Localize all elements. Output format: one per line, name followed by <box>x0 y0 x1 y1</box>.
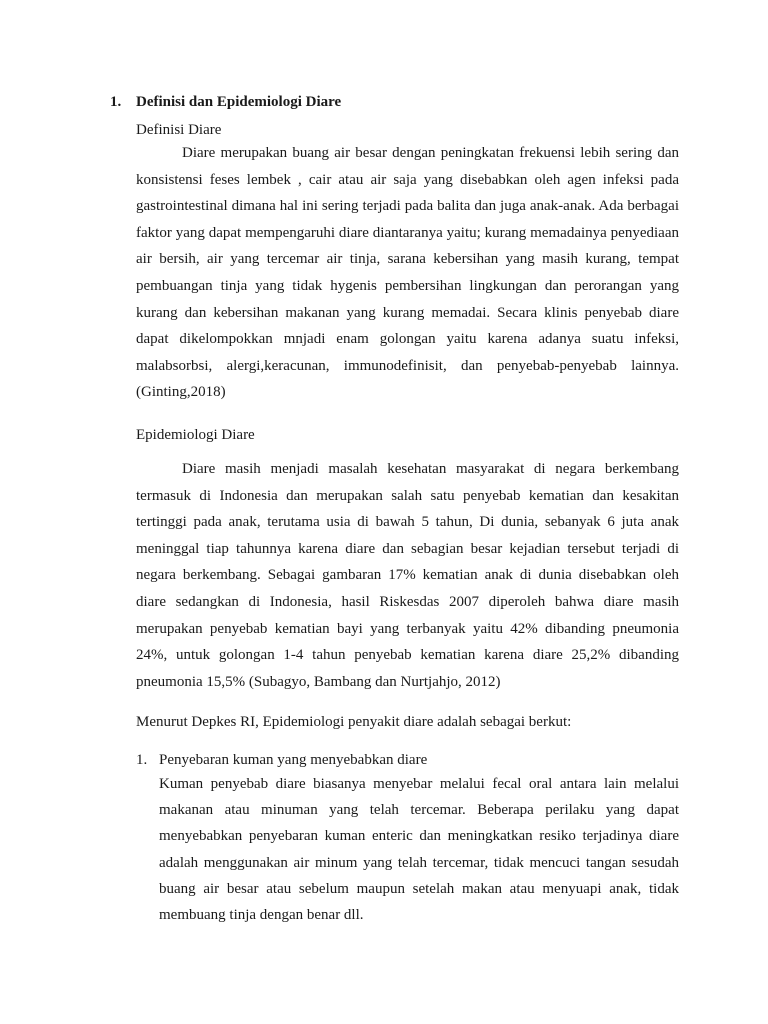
definisi-paragraph: Diare merupakan buang air besar dengan peningkatan frekuensi lebih sering dan konsistensi feses lembek , cair atau air saja yang disebabkan oleh agen infeksi pada gastrointestinal dimana hal ini sering terjadi pada balita dan juga anak-anak. Ada berbagai faktor yang dapat mempengaruhi diare diantaranya yaitu; kurang memadainya penyediaan air bersih, air yang tercemar air tinja, sarana kebersihan yang masih kurang, tempat pembuangan tinja yang tidak hygenis pembersihan lingkungan dan perorangan yang kurang dan kebersihan makanan yang kurang memadai. Secara klinis penyebab diare dapat dikelompokkan mnjadi enam golongan yaitu karena adanya suatu infeksi, malabsorbsi, alergi,keracunan, immunodefinisit, dan penyebab-penyebab lainnya. (Ginting,2018) <box>136 145 679 401</box>
epidemiologi-paragraph: Diare masih menjadi masalah kesehatan masyarakat di negara berkembang termasuk di Indonesia dan merupakan salah satu penyebab kematian dan kesakitan tertinggi pada anak, terutama usia di bawah 5 tahun, Di dunia, sebanyak 6 juta anak meninggal tiap tahunnya karena diare dan sebagian besar kejadian tersebut terjadi di negara berkembang. Sebagai gambaran 17% kematian anak di dunia disebabkan oleh diare sedangkan di Indonesia, hasil Riskesdas 2007 diperoleh bahwa diare masih merupakan penyebab kematian bayi yang terbanyak yaitu 42% dibanding pneumonia 24%, untuk golongan 1-4 tahun penyebab kematian karena diare 25,2% dibanding pneumonia 15,5% (Subagyo, Bambang dan Nurtjahjo, 2012) <box>136 461 679 690</box>
list-item-number: 1. <box>136 752 148 768</box>
section-heading <box>110 92 341 112</box>
list-item-title <box>136 750 427 770</box>
list-item-heading: Penyebaran kuman yang menyebabkan diare <box>159 752 428 768</box>
epidemiologi-intro: Menurut Depkes RI, Epidemiologi penyakit diare adalah sebagai berkut: <box>136 714 572 730</box>
list-item-body: Kuman penyebab diare biasanya menyebar melalui fecal oral antara lain melalui makanan atau minuman yang telah tercemar. Beberapa perilaku yang dapat menyebabkan penyebaran kuman enteric dan meningkatkan resiko terjadinya diare adalah menggunakan air minum yang telah tercemar, tidak mencuci tangan sesudah buang air besar atau sebelum maupun setelah makan atau menyuapi anak, tidak membuang tinja dengan benar dll. <box>159 776 679 924</box>
section-title: Definisi dan Epidemiologi Diare <box>136 94 342 110</box>
definisi-heading: Definisi Diare <box>136 122 222 138</box>
section-number: 1. <box>110 94 122 110</box>
epidemiologi-heading: Epidemiologi Diare <box>136 427 255 443</box>
